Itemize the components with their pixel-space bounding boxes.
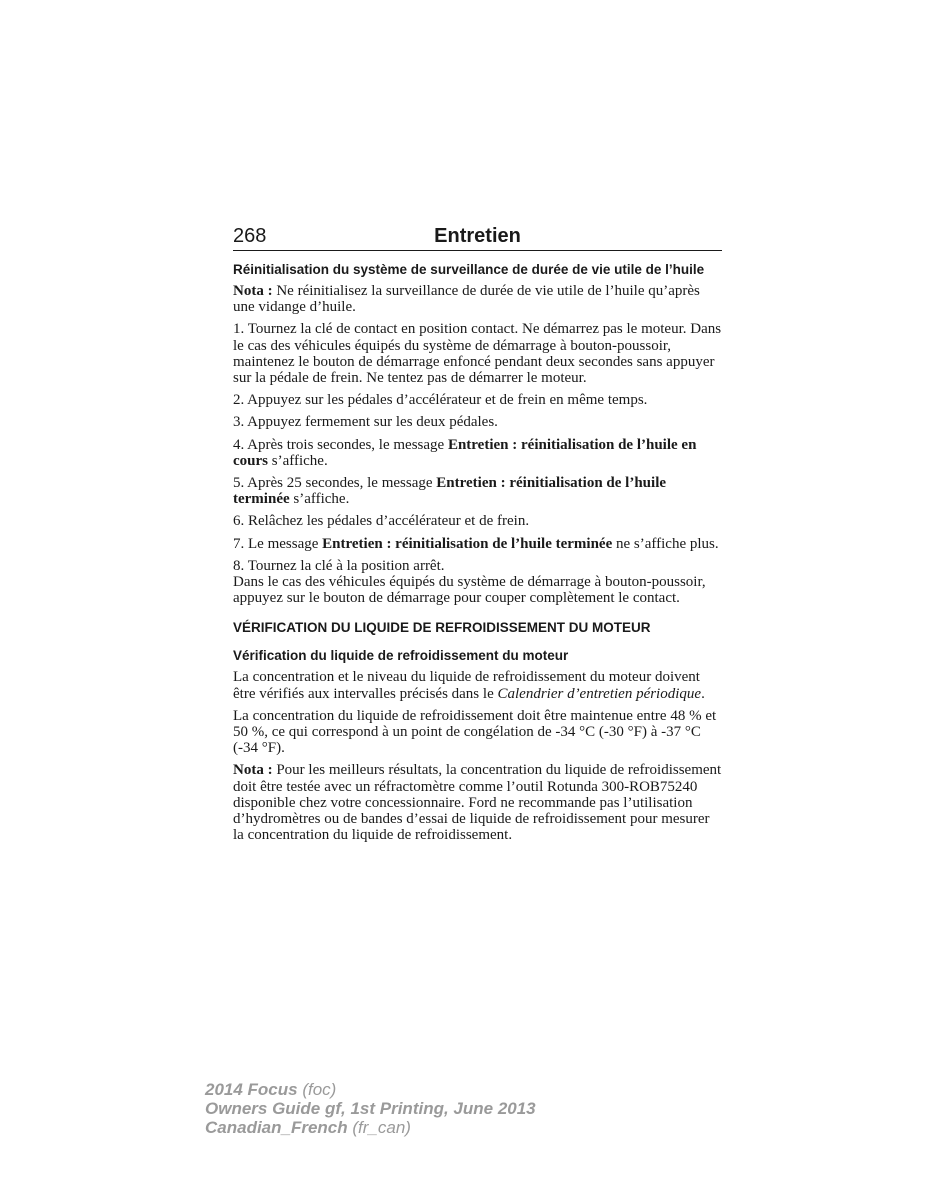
footer-language-code: (fr_can) [347, 1118, 411, 1137]
step-8 [233, 558, 723, 607]
note-label: Nota : [233, 762, 273, 779]
step-8-line-2: Dans le cas des véhicules équipés du système de démarrage à bouton-poussoir, appuyez sur le bouton de démarrage pour couper complètement le contact. [233, 574, 706, 607]
note-text: Pour les meilleurs résultats, la concentration du liquide de refroidissement doit être testée avec un réfractomètre comme l’outil Rotunda 300-ROB75240 disponible chez votre concessionnaire. Ford ne recommande pas l’utilisation d’hydromètres ou de bandes d’essai de liquide de refroidissement pour mesurer la concentration du liquide de refroidissement. [233, 762, 722, 844]
step-7-message: Entretien : réinitialisation de l’huile terminée [322, 535, 613, 552]
note-text: Ne réinitialisez la surveillance de durée de vie utile de l’huile qu’après une vidange d’huile. [233, 283, 700, 316]
step-5 [233, 475, 723, 507]
step-2: 2. Appuyez sur les pédales d’accélérateur et de frein en même temps. [233, 392, 648, 409]
footer-model: 2014 Focus [205, 1080, 298, 1099]
page-footer [205, 1080, 536, 1137]
coolant-section-heading: VÉRIFICATION DU LIQUIDE DE REFROIDISSEMENT DU MOTEUR [233, 620, 651, 636]
step-1: 1. Tournez la clé de contact en position contact. Ne démarrez pas le moteur. Dans le cas des véhicules équipés du système de démarrage à bouton-poussoir, maintenez le bouton de démarrage enfoncé pendant deux secondes sans appuyer sur la pédale de frein. Ne tentez pas de démarrer le moteur. [233, 321, 722, 387]
coolant-paragraph-2: La concentration du liquide de refroidissement doit être maintenue entre 48 % et 50 %, ce qui correspond à un point de congélation de -34 °C (-30 °F) à -37 °C (-34 °F). [233, 707, 717, 757]
step-3: 3. Appuyez fermement sur les deux pédales. [233, 414, 498, 431]
page-content [233, 262, 723, 849]
step-4-suffix: s’affiche. [268, 452, 328, 469]
oil-reset-note [233, 283, 723, 315]
footer-edition: Owners Guide gf, 1st Printing, June 2013 [205, 1099, 536, 1118]
maintenance-schedule-reference: Calendrier d’entretien périodique [497, 685, 702, 702]
footer-line-3 [205, 1118, 536, 1137]
page-title: Entretien [434, 225, 521, 247]
step-6: 6. Relâchez les pédales d’accélérateur et de frein. [233, 513, 530, 530]
coolant-paragraph-1-text: La concentration et le niveau du liquide de refroidissement du moteur doivent être vérifiés aux intervalles précisés dans le [233, 669, 700, 702]
note-label: Nota : [233, 283, 273, 299]
step-7-suffix: ne s’affiche plus. [612, 535, 719, 552]
footer-language: Canadian_French [205, 1118, 348, 1137]
step-4 [233, 437, 723, 469]
step-8-line-1: 8. Tournez la clé à la position arrêt. [233, 557, 445, 574]
step-5-message: Entretien : réinitialisation de l’huile terminée [233, 475, 667, 508]
footer-line-1 [205, 1080, 536, 1099]
coolant-subheading: Vérification du liquide de refroidissement du moteur [233, 648, 569, 664]
coolant-paragraph-1-end: . [701, 685, 705, 702]
page-header [233, 224, 722, 251]
step-5-text: 5. Après 25 secondes, le message [233, 475, 437, 492]
page-number: 268 [233, 225, 267, 247]
step-5-suffix: s’affiche. [289, 491, 350, 508]
footer-model-code: (foc) [297, 1080, 337, 1099]
step-7-text: 7. Le message [233, 535, 323, 552]
step-7 [233, 536, 723, 552]
step-4-text: 4. Après trois secondes, le message [233, 436, 448, 453]
step-4-message: Entretien : réinitialisation de l’huile en cours [233, 436, 697, 469]
footer-line-2 [205, 1099, 536, 1118]
oil-reset-heading: Réinitialisation du système de surveillance de durée de vie utile de l’huile [233, 262, 705, 277]
coolant-note [233, 762, 723, 843]
coolant-paragraph-1 [233, 669, 723, 701]
